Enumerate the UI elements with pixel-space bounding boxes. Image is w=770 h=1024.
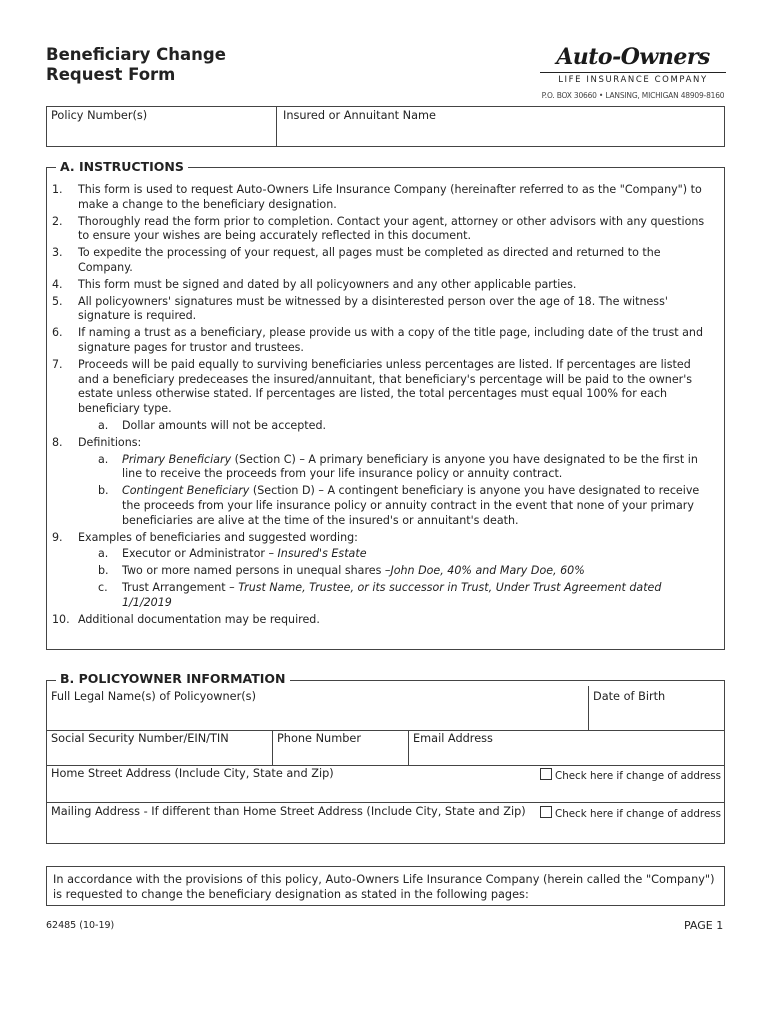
mailing-address-field[interactable]: Mailing Address - If different than Home Street Address (Include City, State and Zip) <box>51 805 526 818</box>
logo-name: Auto-Owners <box>556 44 710 70</box>
list-item: 8. Definitions: <box>52 435 142 449</box>
list-subitem: a. Dollar amounts will not be accepted. <box>98 418 327 432</box>
page-number: PAGE 1 <box>684 919 724 932</box>
instructions-heading: A. INSTRUCTIONS <box>56 159 188 174</box>
email-field[interactable]: Email Address <box>413 732 493 745</box>
company-logo <box>540 44 726 100</box>
date-of-birth-field[interactable]: Date of Birth <box>593 690 666 703</box>
list-subitem: a. Executor or Administrator – Insured's Estate <box>98 547 367 561</box>
list-subitem: c. Trust Arrangement – Trust Name, Trustee, or its successor in Trust, Under Trust Agreement dated 1/1/2019 <box>98 580 662 609</box>
ssn-field[interactable]: Social Security Number/EIN/TIN <box>51 732 229 745</box>
list-item: 7. Proceeds will be paid equally to surviving beneficiaries unless percentages are listed. If percentages are listed and a beneficiary predeceases the insured/annuitant, that beneficiary's percentage will be paid to the owner's estate unless otherwise stated. If percentages are listed, the total percentages must equal 100% for each beneficiary type. <box>52 357 693 416</box>
full-name-field[interactable]: Full Legal Name(s) of Policyowner(s) <box>51 690 256 703</box>
insured-name-field[interactable]: Insured or Annuitant Name <box>283 109 436 122</box>
policyowner-heading: B. POLICYOWNER INFORMATION <box>56 671 290 686</box>
list-item: 10. Additional documentation may be required. <box>52 612 320 626</box>
list-item: 5. All policyowners' signatures must be witnessed by a disinterested person over the age of 18. The witness' signature is required. <box>52 294 668 323</box>
list-item: 1. This form is used to request Auto-Owners Life Insurance Company (hereinafter referred to as the "Company") to make a change to the beneficiary designation. <box>52 183 702 211</box>
list-item: 3. To expedite the processing of your request, all pages must be completed as directed and returned to the Company. <box>52 246 661 274</box>
logo-subtitle: LIFE INSURANCE COMPANY <box>540 72 726 85</box>
mailing-address-change-checkbox[interactable]: Check here if change of address <box>540 806 721 820</box>
list-subitem: b. Two or more named persons in unequal shares –John Doe, 40% and Mary Doe, 60% <box>98 564 585 578</box>
form-title-line2: Request Form <box>46 65 176 84</box>
statement-box: In accordance with the provisions of this policy, Auto-Owners Life Insurance Company (herein called the "Company") is requested to change the beneficiary designation as stated in the following pages: <box>46 866 725 906</box>
checkbox-icon[interactable] <box>540 806 552 818</box>
form-number: 62485 (10-19) <box>46 920 115 931</box>
logo-address: P.O. BOX 30660 • LANSING, MICHIGAN 48909-8160 <box>541 91 725 100</box>
list-item: 4. This form must be signed and dated by all policyowners and any other applicable parties. <box>52 277 577 291</box>
policy-number-field[interactable]: Policy Number(s) <box>51 109 148 122</box>
instructions-list <box>52 183 712 629</box>
phone-field[interactable]: Phone Number <box>277 732 361 745</box>
list-subitem: b. Contingent Beneficiary (Section D) – A contingent beneficiary is anyone you have designated to receive the proceeds from your life insurance policy or annuity contract in the event that none of your primary beneficiaries are alive at the time of the insured's or annuitant's death. <box>98 484 700 527</box>
home-address-change-checkbox[interactable]: Check here if change of address <box>540 768 721 782</box>
list-item: 2. Thoroughly read the form prior to completion. Contact your agent, attorney or other advisors with any questions to ensure your wishes are being accurately reflected in this document. <box>52 214 705 243</box>
list-item: 9. Examples of beneficiaries and suggested wording: <box>52 530 358 544</box>
list-item: 6. If naming a trust as a beneficiary, please provide us with a copy of the title page, including date of the trust and signature pages for trustor and trustees. <box>52 326 703 354</box>
checkbox-icon[interactable] <box>540 768 552 780</box>
list-subitem: a. Primary Beneficiary (Section C) – A primary beneficiary is anyone you have designated to be the first in line to receive the proceeds from your life insurance policy or annuity contract. <box>98 452 698 481</box>
form-title-line1: Beneficiary Change <box>46 45 226 64</box>
form-title <box>46 45 226 85</box>
home-address-field[interactable]: Home Street Address (Include City, State and Zip) <box>51 767 334 780</box>
